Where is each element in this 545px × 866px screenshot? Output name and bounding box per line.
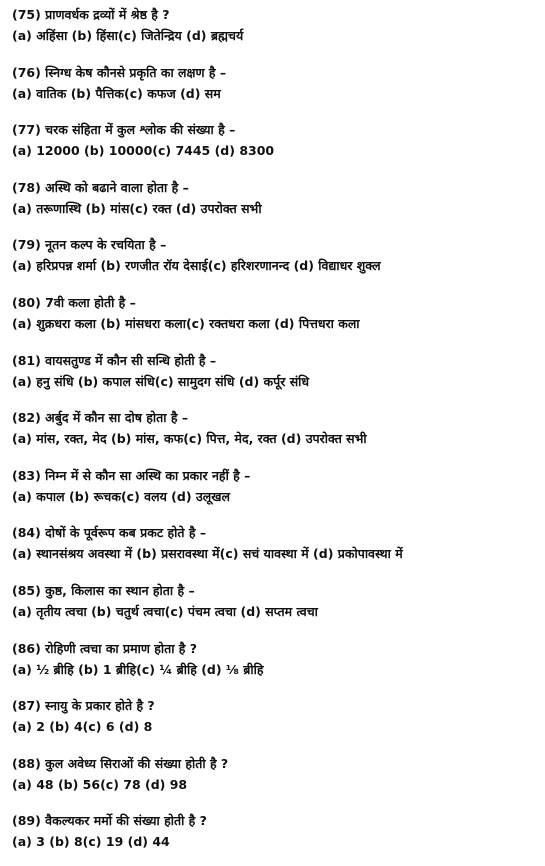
answer-options: (a) शुक्रधरा कला (b) मांसधरा कला(c) रक्तधरा कला (d) पित्तधरा कला (12, 315, 360, 331)
question-text: (76) स्निग्ध केष कौनसे प्रकृति का लक्षण है – (12, 64, 227, 80)
question-block (12, 811, 545, 866)
question-text: (78) अस्थि को बढाने वाला होता है – (12, 179, 189, 195)
answer-options: (a) तरूणास्थि (b) मांस(c) रक्त (d) उपरोक्त सभी (12, 200, 262, 216)
answer-options: (a) हरिप्रपन्न शर्मा (b) रणजीत रॉय देसाई(c) हरिशरणानन्द (d) विद्याधर शुक्ल (12, 258, 381, 274)
question-text: (81) वायसतुण्ड में कौन सी सन्धि होती है – (12, 352, 217, 368)
question-text: (86) रोहिणी त्वचा का प्रमाण होता है ? (12, 640, 198, 656)
answer-options: (a) अहिंसा (b) हिंसा(c) जितेन्द्रिय (d) ब्रह्मचर्य (12, 28, 244, 43)
question-text: (87) स्नायु के प्रकार होते है ? (12, 698, 155, 714)
question-text: (83) निम्न में से कौन सा अस्थि का प्रकार नहीं है – (12, 467, 251, 483)
question-block (12, 408, 545, 463)
answer-options: (a) 3 (b) 8(c) 19 (d) 44 (12, 834, 170, 850)
answer-options: (a) मांस, रक्त, मेद (b) मांस, कफ(c) पित्त, मेद, रक्त (d) उपरोक्त सभी (12, 431, 367, 447)
answer-options: (a) वातिक (b) पैत्तिक(c) कफज (d) सम (12, 85, 221, 101)
answer-options: (a) 2 (b) 4(c) 6 (d) 8 (12, 719, 153, 735)
question-block (12, 351, 545, 406)
question-text: (79) नूतन कल्प के रचयिता है – (12, 237, 167, 253)
question-text: (75) प्राणवर्धक द्रव्यों में श्रेष्ठ है ? (12, 7, 170, 22)
answer-options: (a) 12000 (b) 10000(c) 7445 (d) 8300 (12, 143, 275, 159)
question-block (12, 523, 545, 578)
question-text: (84) दोषों के पूर्वरूप कब प्रकट होते है – (12, 525, 207, 541)
question-block (12, 178, 545, 233)
question-block (12, 466, 545, 521)
question-block (12, 5, 545, 60)
answer-options: (a) तृतीय त्वचा (b) चतुर्थ त्वचा(c) पंचम त्वचा (d) सप्तम त्वचा (12, 603, 318, 619)
question-block (12, 696, 545, 751)
answer-options: (a) कपाल (b) रूचक(c) वलय (d) उलूखल (12, 488, 230, 504)
question-block (12, 754, 545, 809)
question-text: (80) 7वी कला होती है – (12, 294, 136, 310)
answer-options: (a) हनु संधि (b) कपाल संधि(c) सामुदग संधि (d) कर्पूर संधि (12, 373, 310, 389)
question-block (12, 63, 545, 118)
question-text: (88) कुल अवेध्य सिराओं की संख्या होती है ? (12, 755, 229, 771)
question-text: (82) अर्बुद में कौन सा दोष होता है – (12, 410, 189, 426)
question-block (12, 120, 545, 175)
answer-options: (a) 48 (b) 56(c) 78 (d) 98 (12, 776, 188, 792)
question-text: (77) चरक संहिता में कुल श्लोक की संख्या है – (12, 122, 236, 138)
question-text: (85) कुष्ठ, किलास का स्थान होता है – (12, 582, 195, 598)
question-block (12, 235, 545, 290)
question-block (12, 293, 545, 348)
answer-options: (a) स्थानसंश्रय अवस्था में (b) प्रसरावस्था में(c) सचं यावस्था में (d) प्रकोपावस्था में (12, 546, 403, 562)
question-block (12, 639, 545, 694)
answer-options: (a) ½ ब्रीहि (b) 1 ब्रीहि(c) ¼ ब्रीहि (d) ⅛ ब्रीहि (12, 661, 264, 677)
question-block (12, 581, 545, 636)
question-text: (89) वैकल्यकर मर्मो की संख्या होती है ? (12, 813, 207, 829)
